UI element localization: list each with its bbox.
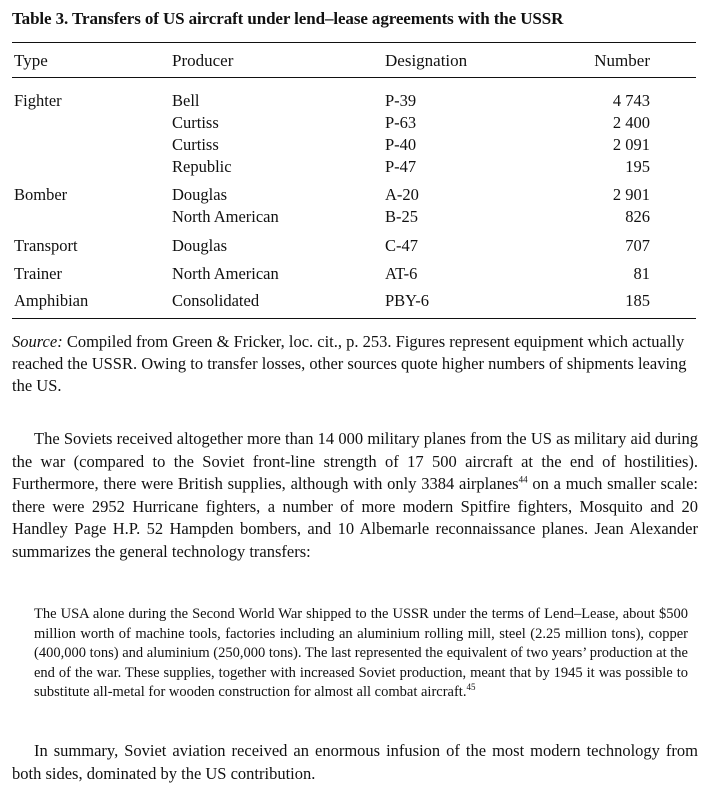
table-top-rule bbox=[12, 42, 696, 43]
cell-number: 4 743 bbox=[612, 91, 650, 110]
column-header-number: Number bbox=[594, 51, 650, 70]
cell-designation: PBY-6 bbox=[385, 291, 430, 310]
cell-designation: P-39 bbox=[385, 91, 417, 110]
block-quote bbox=[34, 605, 688, 703]
footnote-ref-44: 44 bbox=[518, 474, 528, 485]
cell-number: 195 bbox=[625, 157, 650, 176]
table-row bbox=[0, 291, 710, 313]
table-source-note bbox=[12, 331, 702, 397]
table-row bbox=[0, 113, 710, 135]
cell-number: 2 400 bbox=[612, 113, 650, 132]
cell-type: Transport bbox=[14, 236, 78, 255]
cell-producer: Curtiss bbox=[172, 135, 219, 154]
table-title: Table 3. Transfers of US aircraft under lend–lease agreements with the USSR bbox=[12, 9, 564, 28]
table-bottom-rule bbox=[12, 318, 696, 319]
footnote-ref-45: 45 bbox=[466, 682, 476, 693]
table-row bbox=[0, 236, 710, 258]
column-header-producer: Producer bbox=[172, 51, 234, 70]
cell-producer: Bell bbox=[172, 91, 200, 110]
source-text: Compiled from Green & Fricker, loc. cit., p. 253. Figures represent equipment which actually reached the USSR. Owing to transfer losses, other sources quote higher numbers of shipments leaving the US. bbox=[12, 332, 687, 395]
paragraph-1-part-a: The Soviets received altogether more than 14 000 military planes from the US as military aid during the war (compared to the Soviet front-line strength of 17 500 aircraft at the end of hostilities). Furthermore, there were British supplies, although with only 3384 airplanes bbox=[12, 429, 698, 493]
column-header-designation: Designation bbox=[385, 51, 468, 70]
cell-producer: Douglas bbox=[172, 185, 227, 204]
cell-type: Trainer bbox=[14, 264, 62, 283]
cell-number: 826 bbox=[625, 207, 650, 226]
cell-designation: A-20 bbox=[385, 185, 419, 204]
cell-producer: Curtiss bbox=[172, 113, 219, 132]
cell-designation: C-47 bbox=[385, 236, 418, 255]
cell-designation: B-25 bbox=[385, 207, 418, 226]
cell-designation: P-63 bbox=[385, 113, 417, 132]
cell-producer: Consolidated bbox=[172, 291, 260, 310]
body-paragraph-1 bbox=[12, 428, 698, 563]
quote-text: The USA alone during the Second World War shipped to the USSR under the terms of Lend–Lease, about $500 million worth of machine tools, factories including an aluminium rolling mill, steel (2.25 million tons), copper (400,000 tons) and aluminium (250,000 tons). The last represented the equivalent of two years’ production at the end of the war. These supplies, together with increased Soviet production, meant that by 1945 it was possible to substitute all-metal for wooden construction for almost all combat aircraft. bbox=[34, 606, 688, 700]
table-row bbox=[0, 264, 710, 286]
cell-producer: Douglas bbox=[172, 236, 227, 255]
cell-producer: North American bbox=[172, 264, 279, 283]
cell-number: 81 bbox=[633, 264, 650, 283]
cell-type: Fighter bbox=[14, 91, 62, 110]
table-header-rule bbox=[12, 77, 696, 78]
cell-designation: P-40 bbox=[385, 135, 417, 154]
table-row bbox=[0, 185, 710, 207]
cell-number: 2 901 bbox=[612, 185, 650, 204]
cell-type: Bomber bbox=[14, 185, 68, 204]
table-row bbox=[0, 135, 710, 157]
cell-number: 707 bbox=[625, 236, 650, 255]
table-row bbox=[0, 157, 710, 179]
cell-designation: P-47 bbox=[385, 157, 417, 176]
body-paragraph-2: In summary, Soviet aviation received an enormous infusion of the most modern technology from both sides, dominated by the US contribution. bbox=[12, 741, 698, 783]
table-row bbox=[0, 91, 710, 113]
cell-producer: North American bbox=[172, 207, 279, 226]
cell-number: 2 091 bbox=[612, 135, 650, 154]
cell-designation: AT-6 bbox=[385, 264, 418, 283]
paragraph-1-part-b: on a much smaller scale: there were 2952 Hurricane fighters, a number of more modern Spitfire fighters, Mosquito and 20 Handley Page H.P. 52 Hampden bombers, and 10 Albemarle reconnaissance planes. Jean Alexander summarizes the general technology transfers: bbox=[12, 474, 699, 561]
cell-type: Amphibian bbox=[14, 291, 89, 310]
cell-producer: Republic bbox=[172, 157, 232, 176]
cell-number: 185 bbox=[625, 291, 650, 310]
column-header-type: Type bbox=[14, 51, 48, 70]
table-row bbox=[0, 207, 710, 229]
source-label: Source: bbox=[12, 332, 63, 351]
